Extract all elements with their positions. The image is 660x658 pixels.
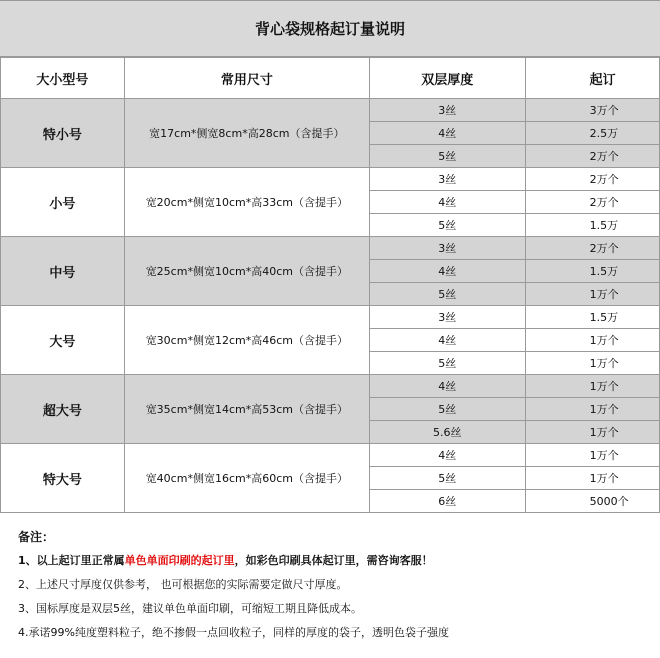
thickness-cell: 5丝	[369, 352, 525, 375]
quantity-cell: 3万个	[525, 99, 659, 122]
quantity-cell: 1万个	[525, 375, 659, 398]
thickness-cell: 3丝	[369, 306, 525, 329]
spec-table	[0, 57, 660, 513]
dimension-cell: 宽25cm*侧宽10cm*高40cm（含提手）	[124, 237, 369, 306]
quantity-cell: 1万个	[525, 421, 659, 444]
thickness-cell: 5.6丝	[369, 421, 525, 444]
note-1-prefix: 1、以上起订里正常属	[18, 554, 125, 567]
quantity-cell: 2万个	[525, 145, 659, 168]
dimension-cell: 宽40cm*侧宽16cm*高60cm（含提手）	[124, 444, 369, 513]
quantity-cell: 1.5万	[525, 306, 659, 329]
thickness-cell: 4丝	[369, 122, 525, 145]
notes-heading: 备注：	[18, 530, 55, 544]
note-1-suffix: ，如彩色印刷具体起订里，需咨询客服！	[234, 554, 433, 567]
header-dimension: 常用尺寸	[124, 58, 369, 99]
note-3: 3、国标厚度是双层5丝，建议单色单面印刷，可缩短工期且降低成本。	[18, 602, 362, 615]
quantity-cell: 1万个	[525, 329, 659, 352]
page-title: 背心袋规格起订量说明	[0, 0, 660, 57]
quantity-cell: 2.5万	[525, 122, 659, 145]
thickness-cell: 6丝	[369, 490, 525, 513]
thickness-cell: 5丝	[369, 467, 525, 490]
quantity-cell: 1.5万	[525, 214, 659, 237]
table-row	[1, 444, 660, 467]
notes-section	[18, 530, 658, 650]
header-thickness: 双层厚度	[369, 58, 525, 99]
table-row	[1, 375, 660, 398]
quantity-cell: 1万个	[525, 283, 659, 306]
quantity-cell: 1万个	[525, 398, 659, 421]
thickness-cell: 3丝	[369, 99, 525, 122]
size-cell: 大号	[1, 306, 125, 375]
thickness-cell: 5丝	[369, 398, 525, 421]
dimension-cell: 宽35cm*侧宽14cm*高53cm（含提手）	[124, 375, 369, 444]
table-row	[1, 99, 660, 122]
thickness-cell: 4丝	[369, 191, 525, 214]
size-cell: 特小号	[1, 99, 125, 168]
quantity-cell: 5000个	[525, 490, 659, 513]
quantity-cell: 1.5万	[525, 260, 659, 283]
thickness-cell: 3丝	[369, 237, 525, 260]
quantity-cell: 1万个	[525, 352, 659, 375]
note-1-highlight: 单色单面印刷的起订里	[124, 554, 235, 567]
table-row	[1, 168, 660, 191]
quantity-cell: 2万个	[525, 237, 659, 260]
header-size: 大小型号	[1, 58, 125, 99]
size-cell: 小号	[1, 168, 125, 237]
thickness-cell: 5丝	[369, 145, 525, 168]
thickness-cell: 4丝	[369, 329, 525, 352]
thickness-cell: 5丝	[369, 283, 525, 306]
size-cell: 特大号	[1, 444, 125, 513]
note-1	[18, 554, 658, 568]
quantity-cell: 1万个	[525, 444, 659, 467]
dimension-cell: 宽20cm*侧宽10cm*高33cm（含提手）	[124, 168, 369, 237]
note-2: 2、上述尺寸厚度仅供参考， 也可根据您的实际需要定做尺寸厚度。	[18, 578, 348, 591]
thickness-cell: 3丝	[369, 168, 525, 191]
dimension-cell: 宽17cm*侧宽8cm*高28cm（含提手）	[124, 99, 369, 168]
thickness-cell: 5丝	[369, 214, 525, 237]
table-row	[1, 306, 660, 329]
size-cell: 中号	[1, 237, 125, 306]
size-cell: 超大号	[1, 375, 125, 444]
quantity-cell: 2万个	[525, 191, 659, 214]
quantity-cell: 2万个	[525, 168, 659, 191]
note-4: 4.承诺99%纯度塑料粒子，绝不掺假一点回收粒子，同样的厚度的袋子，透明色袋子强度	[18, 626, 449, 639]
thickness-cell: 4丝	[369, 260, 525, 283]
dimension-cell: 宽30cm*侧宽12cm*高46cm（含提手）	[124, 306, 369, 375]
quantity-cell: 1万个	[525, 467, 659, 490]
thickness-cell: 4丝	[369, 444, 525, 467]
header-quantity: 起订	[525, 58, 659, 99]
thickness-cell: 4丝	[369, 375, 525, 398]
table-header-row	[1, 58, 660, 99]
table-row	[1, 237, 660, 260]
